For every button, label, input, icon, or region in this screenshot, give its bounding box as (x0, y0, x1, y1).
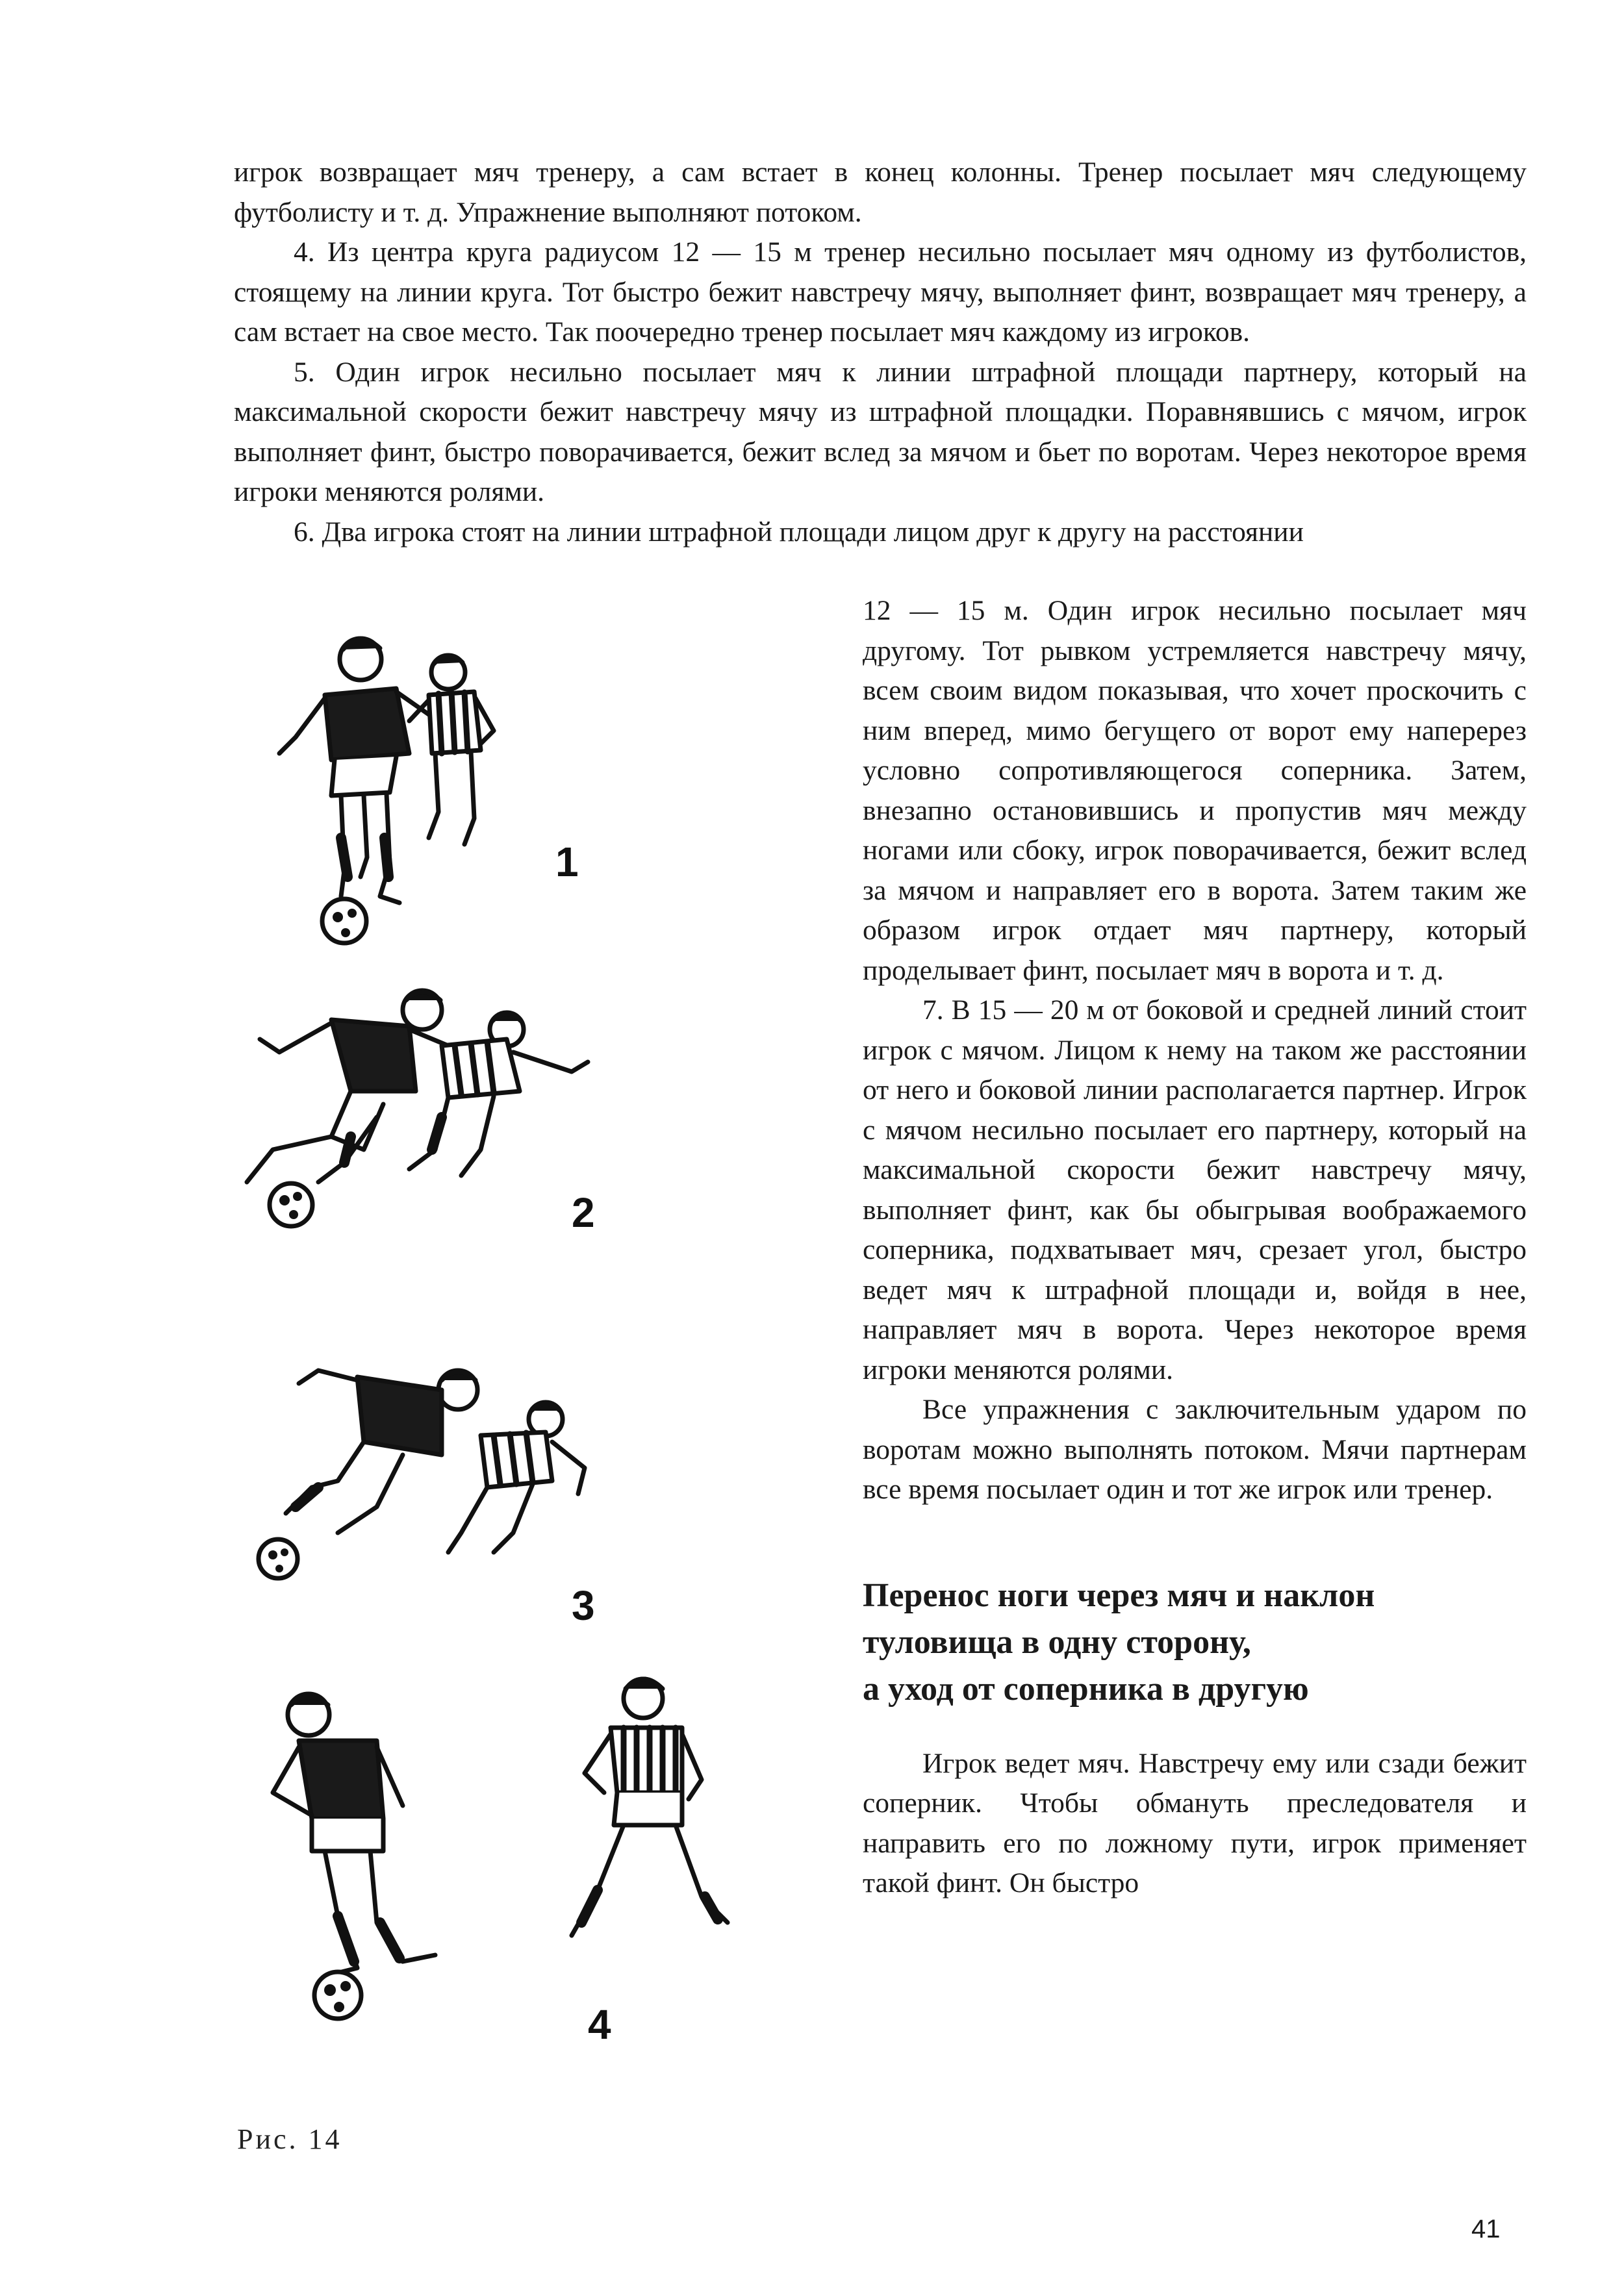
player-striped-figure (572, 1679, 728, 1936)
ball-frame-1 (322, 899, 366, 943)
player-dark-figure (273, 1694, 435, 1974)
player-dark-figure (247, 990, 448, 1182)
top-text-block (234, 153, 1527, 552)
player-striped-figure (448, 1402, 585, 1552)
ball-frame-3 (259, 1539, 298, 1578)
player-striped-figure (409, 655, 494, 844)
frame-label-3: 3 (572, 1582, 595, 1629)
frame-1 (279, 638, 494, 943)
section-heading-line: а уход от соперника в другую (863, 1670, 1309, 1708)
figure-caption: Рис. 14 (237, 2123, 342, 2155)
section-heading-line: Перенос ноги через мяч и наклон (863, 1576, 1375, 1614)
paragraph-exercise-6-start: 6. Два игрока стоят на линии штрафной площади лицом друг к другу на расстоянии (294, 516, 1304, 548)
paragraph-exercise-4: 4. Из центра круга радиусом 12 — 15 м тренер несильно посылает мяч одному из футболистов, стоящему на линии круга. Тот быстро бежит навстречу мячу, выполняет финт, возвращает мяч тренеру, а сам встает на свое место. Так поочередно тренер посылает мяч каждому из игроков. (234, 236, 1527, 347)
paragraph-exercise-5: 5. Один игрок несильно посылает мяч к линии штрафной площади партнеру, который на максимальной скорости бежит навстречу мячу из штрафной площадки. Поравнявшись с мячом, игрок выполняет финт, быстро поворачивается, бежит вслед за мячом и бьет по воротам. Через некоторое время игроки меняются ролями. (234, 356, 1527, 507)
frame-2 (247, 990, 588, 1226)
paragraph-exercise-7: 7. В 15 — 20 м от боковой и средней линий стоит игрок с мячом. Лицом к нему на таком же расстоянии от него и боковой линии располагается партнер. Игрок с мячом несильно посылает его партнеру, который на максимальной скорости бежит навстречу мячу, выполняет финт, как бы обыгрывая воображаемого соперника, подхватывает мяч, срезает угол, быстро ведет мяч к штрафной площади и, войдя в нее, направляет мяч в ворота. Через некоторое время игроки меняются ролями. (863, 994, 1527, 1385)
frame-label-2: 2 (572, 1189, 595, 1236)
section-heading-line: туловища в одну сторону, (863, 1623, 1251, 1661)
paragraph-continuation: игрок возвращает мяч тренеру, а сам встает в конец колонны. Тренер посылает мяч следующему футболисту и т. д. Упражнение выполняют потоком. (234, 157, 1527, 228)
player-striped-figure (409, 1013, 588, 1176)
section-heading (863, 1572, 1527, 1713)
player-dark-figure (286, 1370, 477, 1533)
frame-3 (259, 1370, 585, 1578)
figure-illustration (234, 624, 838, 2182)
right-text-column (863, 591, 1527, 1904)
paragraph-exercise-6-cont: 12 — 15 м. Один игрок несильно посылает мяч другому. Тот рывком устремляется навстречу мячу, всем своим видом показывая, что хочет проскочить с ним вперед, мимо бегущего от ворот ему наперерез условно сопротивляющегося соперника. Затем, внезапно остановившись и пропустив мяч между ногами или сбоку, игрок поворачивается, бежит вслед за мячом и направляет его в ворота. Затем таким же образом игрок отдает мяч партнеру, который проделывает финт, посылает мяч в ворота и т. д. (863, 595, 1527, 986)
paragraph-all-exercises: Все упражнения с заключительным ударом по воротам можно выполнять потоком. Мячи партнерам все время посылает один и тот же игрок или тренер. (863, 1394, 1527, 1505)
ball-frame-4 (314, 1972, 361, 2019)
paragraph-section-intro: Игрок ведет мяч. Навстречу ему или сзади бежит соперник. Чтобы обмануть преследователя и направить его по ложному пути, игрок применяет такой финт. Он быстро (863, 1747, 1527, 1899)
page-number: 41 (1471, 2215, 1501, 2243)
footballers-illustration (234, 624, 838, 2182)
frame-label-1: 1 (555, 839, 579, 885)
ball-frame-2 (270, 1183, 312, 1226)
frame-label-4: 4 (588, 2001, 611, 2048)
frame-4 (273, 1679, 728, 2019)
player-dark-figure (279, 638, 448, 903)
